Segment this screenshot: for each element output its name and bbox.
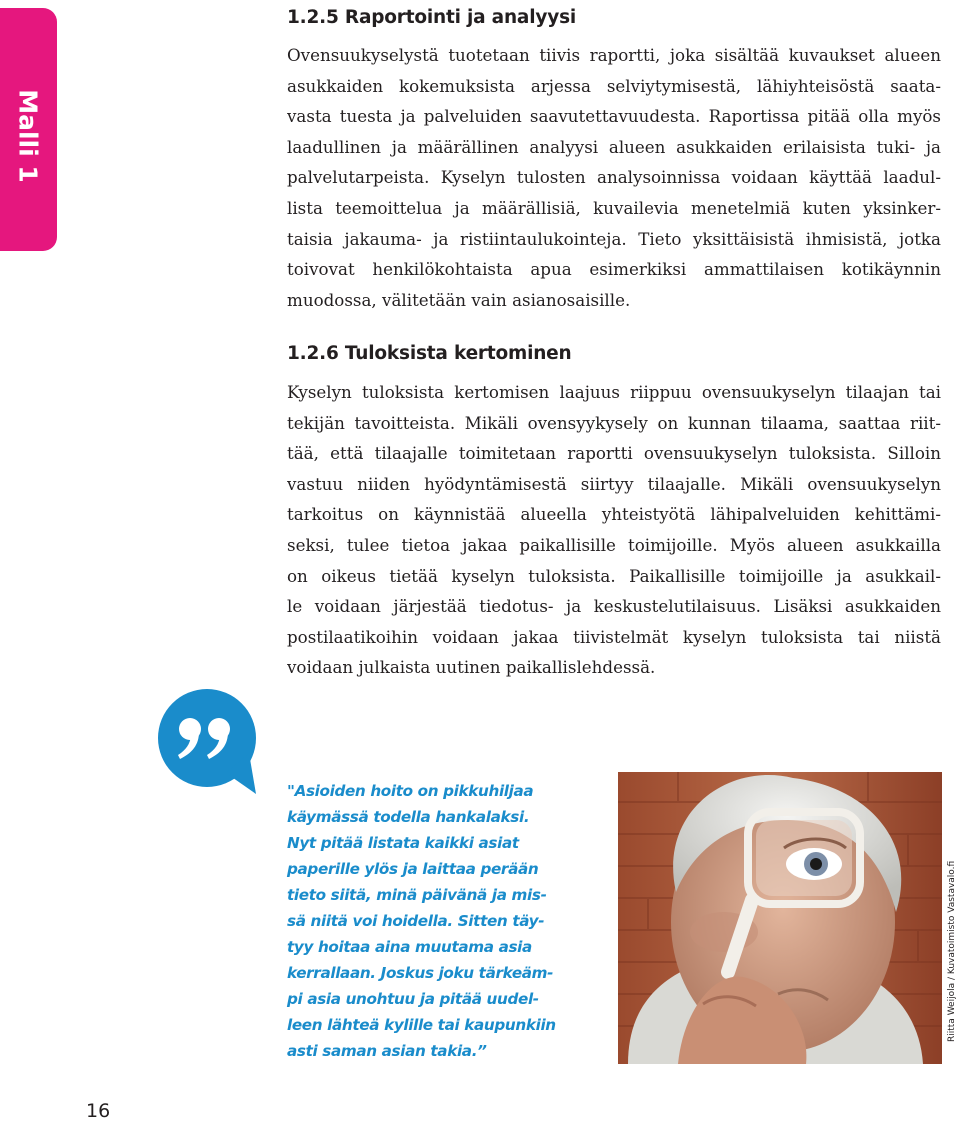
section-heading-reporting: 1.2.5 Raportointi ja analyysi	[287, 7, 577, 28]
quote-line: asti saman asian takia.”	[287, 1042, 487, 1060]
text-line: Kyselyn tuloksista kertomisen laajuus riippuu ovensuukyselyn tilaajan tai	[287, 382, 941, 402]
text-line: tekijän tavoitteista. Mikäli ovensyykysely on kunnan tilaama, saattaa riit-	[287, 412, 941, 433]
section-heading-results: 1.2.6 Tuloksista kertominen	[287, 343, 572, 364]
quote-line: leen lähteä kylille tai kaupunkiin	[287, 1016, 556, 1034]
photo-credit: Riitta Weijola / Kuvatoimisto Vastavalo.fi	[947, 860, 957, 1042]
photo-elderly-person-magnifier	[618, 772, 942, 1064]
text-line: muodossa, välitetään vain asianosaisille.	[287, 289, 631, 310]
section-body-reporting	[287, 40, 941, 315]
text-line: le voidaan järjestää tiedotus- ja keskustelutilaisuus. Lisäksi asukkaiden	[287, 596, 941, 617]
quote-line: tyy hoitaa aina muutama asia	[287, 938, 532, 956]
pull-quote	[287, 778, 617, 1064]
page-number: 16	[86, 1100, 111, 1122]
text-line: seksi, tulee tietoa jakaa paikallisille toimijoille. Myös alueen asukkailla	[287, 534, 941, 555]
text-line: palvelutarpeista. Kyselyn tulosten analysoinnissa voidaan käyttää laadul-	[287, 167, 941, 188]
quote-line: käymässä todella hankalaksi.	[287, 808, 530, 826]
quote-line: kerrallaan. Joskus joku tärkeäm-	[287, 964, 554, 982]
quote-line: "Asioiden hoito on pikkuhiljaa	[287, 782, 534, 800]
text-line: vasta tuesta ja palveluiden saavutettavuudesta. Raportissa pitää olla myös	[287, 106, 941, 127]
quote-line: tieto siitä, minä päivänä ja mis-	[287, 886, 547, 904]
section-body-results	[287, 377, 941, 683]
text-line: vastuu niiden hyödyntämisestä siirtyy tilaajalle. Mikäli ovensuukyselyn	[287, 473, 941, 494]
quote-bubble-icon	[156, 687, 258, 795]
text-line: Ovensuukyselystä tuotetaan tiivis raportti, joka sisältää kuvaukset alueen	[287, 45, 941, 65]
text-line: taisia jakauma- ja ristiintaulukointeja. Tieto yksittäisistä ihmisistä, jotka	[287, 228, 941, 249]
quote-line: pi asia unohtuu ja pitää uudel-	[287, 990, 539, 1008]
side-tab	[0, 8, 57, 251]
side-tab-label: Malli 1	[13, 89, 43, 183]
quote-line: paperille ylös ja laittaa perään	[287, 860, 539, 878]
text-line: tää, että tilaajalle toimitetaan raportti ovensuukyselyn tuloksista. Silloin	[287, 443, 941, 464]
text-line: toivovat henkilökohtaista apua esimerkiksi ammattilaisen kotikäynnin	[287, 259, 941, 280]
text-line: on oikeus tietää kyselyn tuloksista. Paikallisille toimijoille ja asukkail-	[287, 565, 941, 586]
quote-line: Nyt pitää listata kaikki asiat	[287, 834, 519, 852]
text-line: postilaatikoihin voidaan jakaa tiivistelmät kyselyn tuloksista tai niistä	[287, 626, 941, 647]
text-line: voidaan julkaista uutinen paikallislehdessä.	[287, 657, 656, 678]
text-line: lista teemoittelua ja määrällisiä, kuvailevia menetelmiä kuten yksinker-	[287, 197, 941, 218]
text-line: laadullinen ja määrällinen analyysi alueen asukkaiden erilaisista tuki- ja	[287, 136, 941, 157]
text-line: asukkaiden kokemuksista arjessa selviytymisestä, lähiyhteisöstä saata-	[287, 75, 941, 96]
quote-line: sä niitä voi hoidella. Sitten täy-	[287, 912, 545, 930]
text-line: tarkoitus on käynnistää alueella yhteistyötä lähipalveluiden kehittämi-	[287, 504, 941, 525]
